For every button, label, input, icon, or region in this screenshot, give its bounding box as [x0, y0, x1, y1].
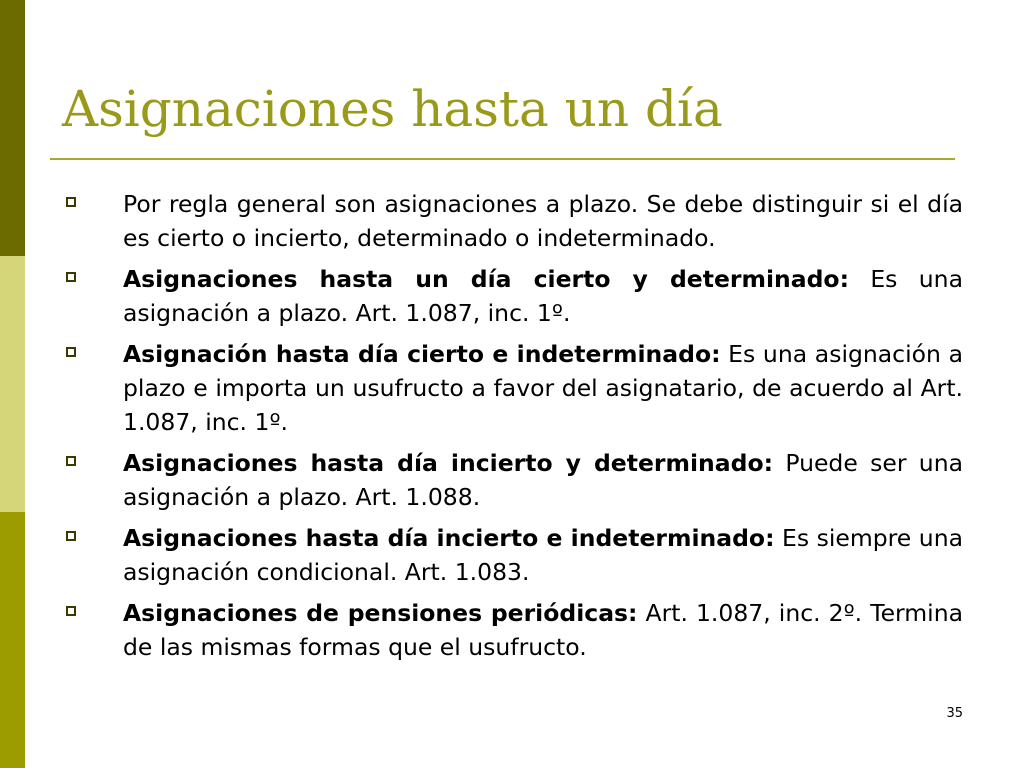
bullet-text: [123, 337, 963, 439]
bullet-heading: Asignaciones hasta día incierto y determinado:: [123, 449, 773, 477]
side-bar-dark-segment: [0, 0, 25, 256]
square-bullet-icon: [66, 606, 76, 616]
page-number: 35: [946, 706, 963, 721]
bullet-heading: Asignaciones hasta un día cierto y determinado:: [123, 265, 849, 293]
side-bar-light-segment: [0, 256, 25, 512]
bullet-body: Art. 1.087, inc. 2º. Termina de las mismas formas que el usufructo.: [123, 599, 963, 661]
side-decoration-bar: [0, 0, 25, 768]
square-bullet-icon: [66, 197, 76, 207]
bullet-item: [62, 262, 963, 330]
bullet-text: [123, 521, 963, 589]
title-underline: [50, 158, 955, 160]
square-bullet-icon: [66, 347, 76, 357]
bullet-text: [123, 446, 963, 514]
bullet-list: [62, 187, 963, 671]
square-bullet-icon: [66, 272, 76, 282]
bullet-heading: Asignación hasta día cierto e indeterminado:: [123, 340, 721, 368]
square-bullet-icon: [66, 531, 76, 541]
bullet-item: [62, 187, 963, 255]
bullet-heading: Asignaciones de pensiones periódicas:: [123, 599, 638, 627]
bullet-item: [62, 521, 963, 589]
bullet-body: Puede ser una asignación a plazo. Art. 1.088.: [123, 449, 963, 511]
bullet-body: Por regla general son asignaciones a plazo. Se debe distinguir si el día es cierto o incierto, determinado o indeterminado.: [123, 190, 963, 252]
bullet-item: [62, 446, 963, 514]
side-bar-mid-segment: [0, 512, 25, 768]
bullet-body: Es una asignación a plazo. Art. 1.087, inc. 1º.: [123, 265, 963, 327]
slide-title: Asignaciones hasta un día: [62, 80, 723, 138]
bullet-item: [62, 596, 963, 664]
bullet-body: Es una asignación a plazo e importa un usufructo a favor del asignatario, de acuerdo al Art. 1.087, inc. 1º.: [123, 340, 963, 436]
bullet-text: [123, 187, 963, 255]
bullet-text: [123, 262, 963, 330]
bullet-text: [123, 596, 963, 664]
bullet-heading: Asignaciones hasta día incierto e indeterminado:: [123, 524, 775, 552]
square-bullet-icon: [66, 456, 76, 466]
bullet-item: [62, 337, 963, 439]
bullet-body: Es siempre una asignación condicional. Art. 1.083.: [123, 524, 963, 586]
